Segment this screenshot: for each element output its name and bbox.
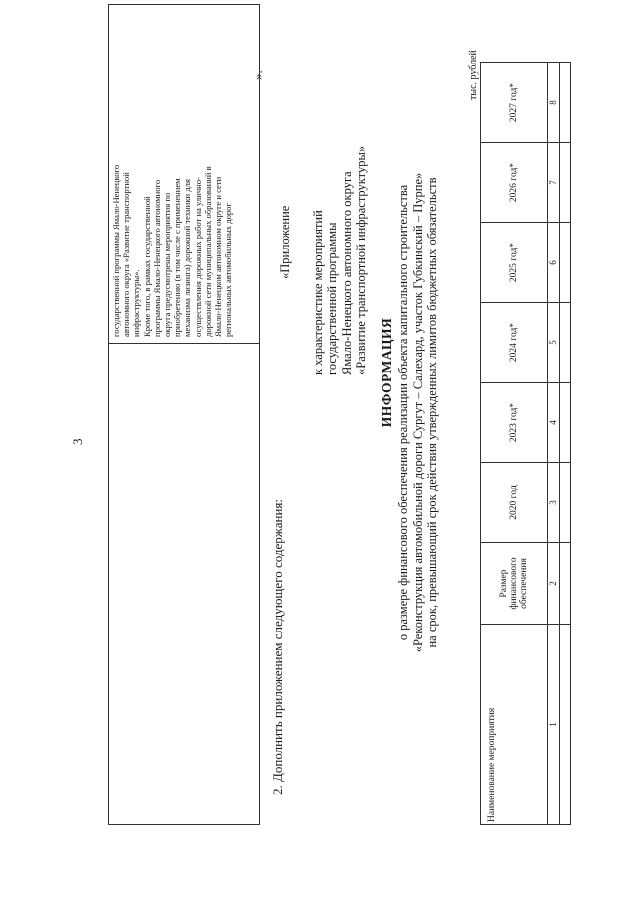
appendix-line: государственной программы — [325, 222, 339, 375]
info-title: ИНФОРМАЦИЯ — [379, 317, 394, 428]
empty-row — [560, 63, 571, 825]
info-description — [396, 0, 440, 865]
header-activity-name: Наименование мероприятия — [481, 625, 548, 825]
empty-cell — [560, 625, 571, 825]
column-number: 2 — [548, 543, 560, 625]
info-line: о размере финансового обеспечения реализации объекта капитального строительства — [396, 184, 410, 641]
continuation-cell-empty — [109, 344, 260, 825]
continuation-cell-text — [109, 5, 260, 344]
continuation-table — [108, 4, 260, 825]
unit-label: тыс. рублей — [468, 50, 479, 100]
appendix-line: Ямало-Ненецкого автономного округа — [339, 171, 354, 375]
page-number: 3 — [70, 438, 85, 445]
empty-cell — [560, 543, 571, 625]
appendix-line: к характеристике мероприятий — [310, 210, 325, 375]
empty-cell — [560, 303, 571, 383]
info-line: на срок, превышающий срок действия утвержденных лимитов бюджетных обязательств — [425, 177, 439, 648]
empty-cell — [560, 63, 571, 143]
header-year-2024: 2024 год* — [481, 303, 548, 383]
column-number: 4 — [548, 383, 560, 463]
empty-cell — [560, 463, 571, 543]
appendix-title: «Приложение — [278, 205, 292, 279]
continuation-text: государственной программы Ямало-Ненецкого автономного округа «Развитие транспортной инфраструктуры». Кроме того, в рамках государственной программы Ямало-Ненецкого автономного округа предусмотрены мероприятия по приобретению (в том числе с применением механизма лизинга) дорожной техники для осуществления дорожных работ на улично- дорожной сети муниципальных образований в Ямало-Ненецком автономном округе и сети региональных автомобильных дорог — [111, 164, 234, 337]
point-2-text: 2. Дополнить приложением следующего содержания: — [270, 499, 285, 795]
header-year-2025: 2025 год* — [481, 223, 548, 303]
column-number: 5 — [548, 303, 560, 383]
column-number: 1 — [548, 625, 560, 825]
column-number: 6 — [548, 223, 560, 303]
appendix-heading — [278, 146, 369, 375]
closing-quote: ». — [250, 70, 265, 80]
appendix-line: «Развитие транспортной инфраструктуры» — [354, 145, 368, 375]
column-number: 3 — [548, 463, 560, 543]
empty-cell — [560, 223, 571, 303]
empty-cell — [560, 143, 571, 223]
header-financing-size: Размер финансового обеспечения — [481, 543, 548, 625]
column-number: 7 — [548, 143, 560, 223]
header-year-2027: 2027 год* — [481, 63, 548, 143]
column-number-row — [548, 63, 560, 825]
header-year-2020: 2020 год — [481, 463, 548, 543]
financing-table — [480, 62, 571, 825]
empty-cell — [560, 383, 571, 463]
info-line: «Реконструкция автомобильной дороги Сургут – Салехард, участок Губкинский – Пурпе» — [410, 172, 425, 653]
header-year-2026: 2026 год* — [481, 143, 548, 223]
header-year-2023: 2023 год* — [481, 383, 548, 463]
column-number: 8 — [548, 63, 560, 143]
